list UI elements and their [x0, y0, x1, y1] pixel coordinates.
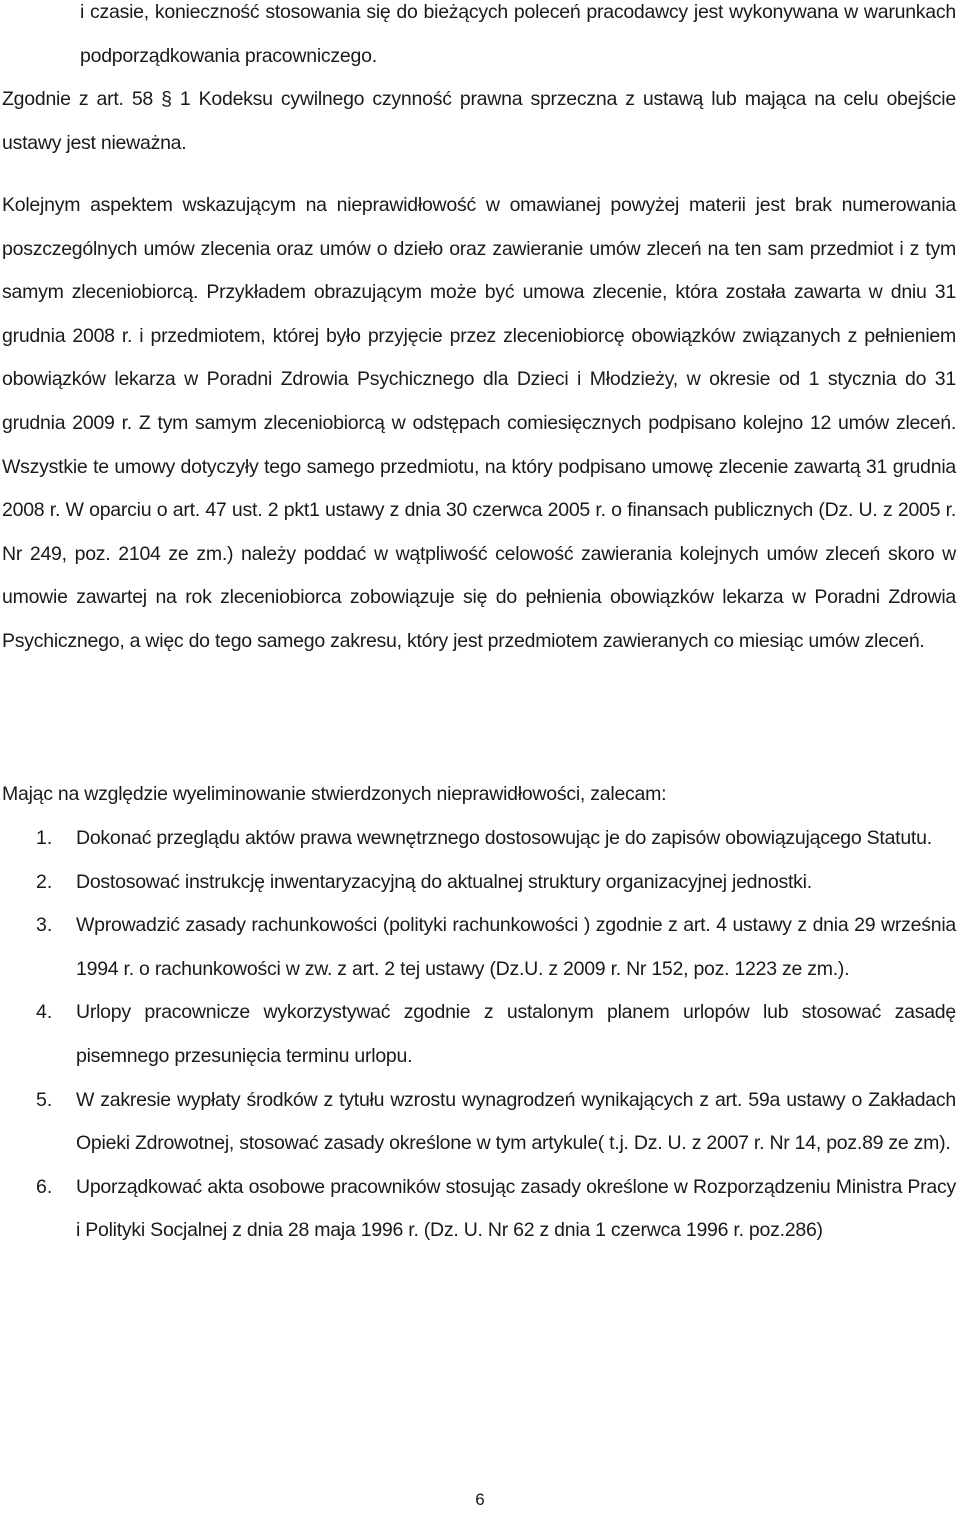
list-item [2, 1166, 956, 1253]
list-item-text: Dostosować instrukcję inwentaryzacyjną do aktualnej struktury organizacyjnej jednostki. [76, 870, 812, 893]
list-item-number: 2. [36, 870, 53, 893]
paragraph-contracts-irregularity: Kolejnym aspektem wskazującym na nieprawidłowość w omawianej powyżej materii jest brak numerowania poszczególnych umów zlecenia oraz umów o dzieło oraz zawieranie umów zleceń na ten sam przedmiot i z tym samym zleceniobiorcą. Przykładem obrazującym może być umowa zlecenie, która została zawarta w dniu 31 grudnia 2008 r. i przedmiotem, której było przyjęcie przez zleceniobiorcę obowiązków związanych z pełnieniem obowiązków lekarza w Poradni Zdrowia Psychicznego dla Dzieci i Młodzieży, w okresie od 1 stycznia do 31 grudnia 2009 r. Z tym samym zleceniobiorcą w odstępach comiesięcznych podpisano kolejno 12 umów zleceń. Wszystkie te umowy dotyczyły tego samego przedmiotu, na który podpisano umowę zlecenie zawartą 31 grudnia 2008 r. W oparciu o art. 47 ust. 2 pkt1 ustawy z dnia 30 czerwca 2005 r. o finansach publicznych (Dz. U. z 2005 r. Nr 249, poz. 2104 ze zm.) należy poddać w wątpliwość celowość zawierania kolejnych umów zleceń skoro w umowie zawartej na rok zleceniobiorca zobowiązuje się do pełnienia obowiązków lekarza w Poradni Zdrowia Psychicznego, a więc do tego samego zakresu, który jest przedmiotem zawieranych co miesiąc umów zleceń. [2, 194, 956, 652]
list-item-number: 1. [36, 827, 53, 849]
list-item-number: 6. [36, 1175, 53, 1198]
list-item [2, 861, 956, 905]
list-item [2, 904, 956, 991]
paragraph-recommendations-intro: Mając na względzie wyeliminowanie stwierdzonych nieprawidłowości, zalecam: [2, 783, 667, 805]
recommendations-list [2, 817, 956, 1253]
list-item-number: 5. [36, 1088, 53, 1111]
list-item-text: W zakresie wypłaty środków z tytułu wzrostu wynagrodzeń wynikających z art. 59a ustawy o Zakładach Opieki Zdrowotnej, stosować zasady określone w tym artykule( t.j. Dz. U. z 2007 r. Nr 14, poz.89 ze zm). [76, 1088, 956, 1155]
list-item-text: Wprowadzić zasady rachunkowości (polityki rachunkowości ) zgodnie z art. 4 ustawy z dnia 29 września 1994 r. o rachunkowości w zw. z art. 2 tej ustawy (Dz.U. z 2009 r. Nr 152, poz. 1223 ze zm.). [76, 914, 956, 980]
paragraph-civil-code: Zgodnie z art. 58 § 1 Kodeksu cywilnego czynność prawna sprzeczna z ustawą lub mająca na celu obejście ustawy jest nieważna. [2, 88, 956, 154]
list-item [2, 817, 956, 861]
list-item-number: 3. [36, 914, 53, 937]
list-item-text: Urlopy pracownicze wykorzystywać zgodnie z ustalonym planem urlopów lub stosować zasadę pisemnego przesunięcia terminu urlopu. [76, 1001, 956, 1067]
page-number: 6 [475, 1490, 485, 1509]
list-item [2, 1079, 956, 1166]
list-item [2, 991, 956, 1078]
list-item-text: Dokonać przeglądu aktów prawa wewnętrznego dostosowując je do zapisów obowiązującego Statutu. [76, 827, 932, 849]
list-item-number: 4. [36, 1001, 53, 1024]
paragraph-continuation: i czasie, konieczność stosowania się do bieżących poleceń pracodawcy jest wykonywana w warunkach podporządkowania pracowniczego. [80, 1, 956, 67]
list-item-text: Uporządkować akta osobowe pracowników stosując zasady określone w Rozporządzeniu Ministra Pracy i Polityki Socjalnej z dnia 28 maja 1996 r. (Dz. U. Nr 62 z dnia 1 czerwca 1996 r. poz.286) [76, 1175, 956, 1242]
